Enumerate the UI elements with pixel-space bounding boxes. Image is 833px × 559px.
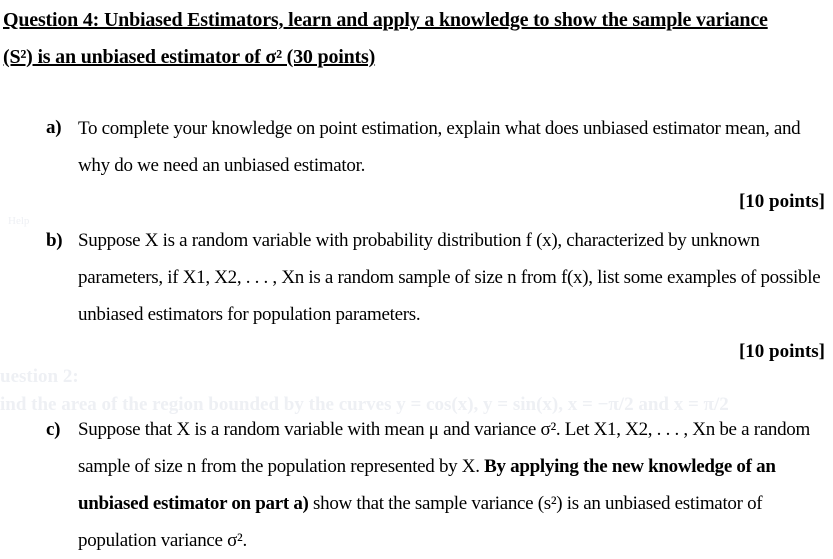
part-c-letter: c) (46, 419, 61, 440)
part-a-points: [10 points] (738, 191, 825, 212)
part-c-text-start: Suppose that X is a random variable with mean μ and variance σ². Let X1, X2, . . . , Xn be a random sample of size n from the population represented by X. (78, 419, 810, 477)
part-c-text-end: show that the sample variance (s²) is an unbiased estimator of population variance σ². (78, 493, 763, 551)
part-c-text (78, 411, 826, 559)
part-b-points: [10 points] (738, 341, 825, 362)
question-title-line1: Question 4: Unbiased Estimators, learn and apply a knowledge to show the sample variance (3, 9, 768, 31)
part-a-text: To complete your knowledge on point estimation, explain what does unbiased estimator mean, and why do we need an unbiased estimator. (78, 118, 801, 176)
part-b-text: Suppose X is a random variable with probability distribution f (x), characterized by unknown parameters, if X1, X2, . . . , Xn is a random sample of size n from f(x), list some examples of possible unbiased estimators for population parameters. (78, 230, 821, 325)
question-title (3, 2, 829, 76)
part-b-letter: b) (46, 230, 63, 251)
question-title-line2: (S²) is an unbiased estimator of σ² (30 points) (3, 46, 376, 68)
ghost-help-text: Help (8, 215, 30, 227)
ghost-instruction: ind the area of the region bounded by the curves y = cos(x), y = sin(x), x = −π/2 and x = π/2 (0, 394, 729, 415)
ghost-question-heading: uestion 2: (0, 366, 79, 387)
part-a-letter: a) (46, 117, 62, 138)
part-c-text-bold: By applying the new knowledge of an unbiased estimator on part a) (78, 456, 776, 514)
